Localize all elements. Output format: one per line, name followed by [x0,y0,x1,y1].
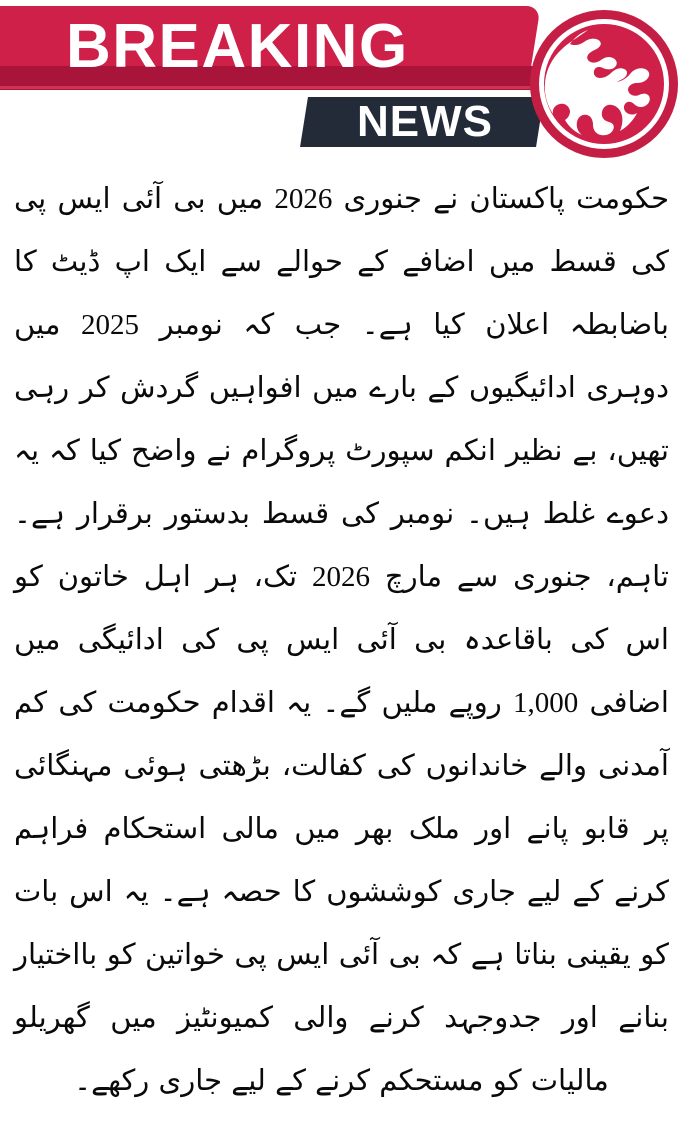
globe-icon [528,8,680,160]
breaking-red-bar-edge [0,86,534,89]
news-label: NEWS [357,97,493,146]
article-body: حکومت پاکستان نے جنوری 2026 میں بی آئی ایس پی کی قسط میں اضافے کے حوالے سے ایک اپ ڈیٹ کا باضابطہ اعلان کیا ہے۔ جب کہ نومبر 2025 میں دوہری ادائیگیوں کے بارے میں افواہیں گردش کر رہی تھیں، بے نظیر انکم سپورٹ پروگرام نے واضح کیا کہ یہ دعوے غلط ہیں۔ نومبر کی قسط بدستور برقرار ہے۔ تاہم، جنوری سے مارچ 2026 تک، ہر اہل خاتون کو اس کی باقاعدہ بی آئی ایس پی کی ادائیگی میں اضافی 1,000 روپے ملیں گے۔ یہ اقدام حکومت کی کم آمدنی والے خاندانوں کی کفالت، بڑھتی ہوئی مہنگائی پر قابو پانے اور ملک بھر میں مالی استحکام فراہم کرنے کے لیے جاری کوششوں کا حصہ ہے۔ یہ اس بات کو یقینی بناتا ہے کہ بی آئی ایس پی خواتین کو بااختیار بنانے اور جدوجہد کرنے والی کمیونٹیز میں گھریلو مالیات کو مستحکم کرنے کے لیے جاری رکھے۔ [14,183,670,1097]
breaking-news-banner [0,0,683,168]
breaking-label: BREAKING [66,12,409,81]
